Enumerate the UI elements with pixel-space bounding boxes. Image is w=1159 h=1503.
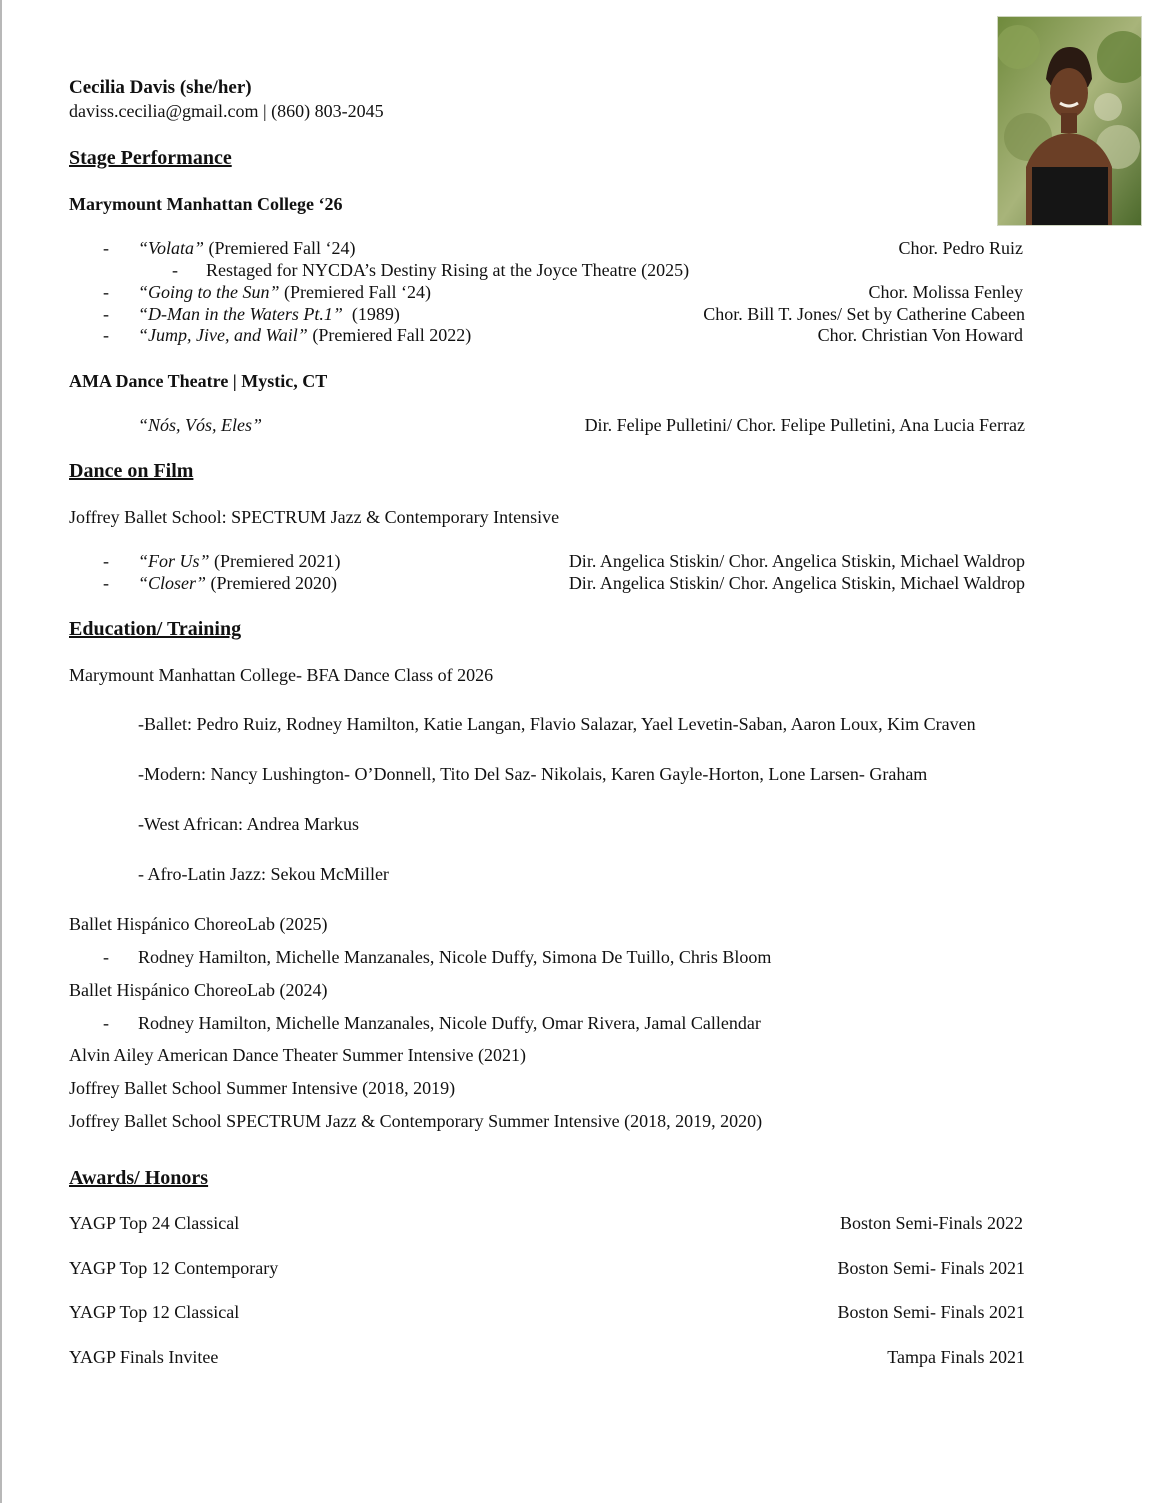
- class-line: -Modern: Nancy Lushington- O’Donnell, Tito Del Saz- Nikolais, Karen Gayle-Horton, Lone Larsen- Graham: [138, 764, 928, 784]
- page-edge: [0, 0, 2, 1503]
- bullet-dash: -: [103, 325, 109, 345]
- ama-title: AMA Dance Theatre | Mystic, CT: [69, 371, 328, 391]
- award-name: YAGP Finals Invitee: [69, 1347, 219, 1367]
- work-title: “Jump, Jive, and Wail”: [138, 325, 308, 345]
- bullet-dash: -: [103, 238, 109, 258]
- film-org: Joffrey Ballet School: SPECTRUM Jazz & Contemporary Intensive: [69, 507, 560, 527]
- training-program: Ballet Hispánico ChoreoLab (2024): [69, 980, 328, 1000]
- work-credit: Dir. Felipe Pulletini/ Chor. Felipe Pulletini, Ana Lucia Ferraz: [584, 415, 1025, 435]
- award-name: YAGP Top 12 Contemporary: [69, 1258, 279, 1278]
- mmc-title: Marymount Manhattan College ‘26: [69, 194, 343, 214]
- headshot-photo: [997, 16, 1142, 226]
- work-credit: Chor. Pedro Ruiz: [898, 238, 1023, 258]
- bullet-dash: -: [103, 551, 109, 571]
- work-entry: [138, 281, 431, 303]
- class-line: - Afro-Latin Jazz: Sekou McMiller: [138, 864, 389, 884]
- film-credit: Dir. Angelica Stiskin/ Chor. Angelica Stiskin, Michael Waldrop: [568, 573, 1025, 593]
- film-entry: [138, 572, 337, 594]
- film-note: (Premiered 2021): [214, 551, 341, 571]
- bullet-dash: -: [172, 260, 178, 280]
- work-credit: Chor. Christian Von Howard: [817, 325, 1023, 345]
- training-faculty: Rodney Hamilton, Michelle Manzanales, Nicole Duffy, Omar Rivera, Jamal Callendar: [138, 1013, 761, 1033]
- work-title: “Volata”: [138, 238, 205, 258]
- training-program: Joffrey Ballet School SPECTRUM Jazz & Contemporary Summer Intensive (2018, 2019, 2020): [69, 1111, 763, 1131]
- bullet-dash: -: [103, 947, 109, 967]
- class-line: -Ballet: Pedro Ruiz, Rodney Hamilton, Katie Langan, Flavio Salazar, Yael Levetin-Saban, Aaron Loux, Kim Craven: [138, 714, 976, 734]
- work-note: (1989): [351, 304, 400, 324]
- award-name: YAGP Top 24 Classical: [69, 1213, 240, 1233]
- section-heading-film: Dance on Film: [69, 460, 194, 482]
- headshot-illustration: [998, 17, 1141, 225]
- award-event: Boston Semi- Finals 2021: [837, 1302, 1025, 1322]
- section-heading-education: Education/ Training: [69, 618, 242, 640]
- film-credit: Dir. Angelica Stiskin/ Chor. Angelica Stiskin, Michael Waldrop: [568, 551, 1025, 571]
- resume-name: Cecilia Davis (she/her): [69, 77, 252, 98]
- work-entry: [138, 324, 471, 346]
- work-title: “Nós, Vós, Eles”: [138, 415, 263, 435]
- bullet-dash: -: [103, 304, 109, 324]
- work-note: (Premiered Fall ‘24): [284, 282, 431, 302]
- award-event: Tampa Finals 2021: [887, 1347, 1025, 1367]
- bullet-dash: -: [103, 282, 109, 302]
- film-title: “Closer”: [138, 573, 207, 593]
- film-entry: [138, 550, 341, 572]
- work-title: “D-Man in the Waters Pt.1”: [138, 304, 343, 324]
- education-school: Marymount Manhattan College- BFA Dance Class of 2026: [69, 665, 494, 685]
- training-faculty: Rodney Hamilton, Michelle Manzanales, Nicole Duffy, Simona De Tuillo, Chris Bloom: [138, 947, 772, 967]
- section-heading-awards: Awards/ Honors: [69, 1167, 209, 1189]
- work-note: (Premiered Fall ‘24): [208, 238, 356, 258]
- restaged-note: Restaged for NYCDA’s Destiny Rising at the Joyce Theatre (2025): [206, 260, 690, 280]
- section-heading-stage: Stage Performance: [69, 147, 232, 169]
- work-credit: Chor. Molissa Fenley: [868, 282, 1023, 302]
- class-line: -West African: Andrea Markus: [138, 814, 359, 834]
- work-title: “Going to the Sun”: [138, 282, 280, 302]
- bullet-dash: -: [103, 1013, 109, 1033]
- award-event: Boston Semi- Finals 2021: [837, 1258, 1025, 1278]
- contact-info: daviss.cecilia@gmail.com | (860) 803-2045: [69, 101, 384, 121]
- training-program: Alvin Ailey American Dance Theater Summer Intensive (2021): [69, 1045, 527, 1065]
- bullet-dash: -: [103, 573, 109, 593]
- work-credit: Chor. Bill T. Jones/ Set by Catherine Cabeen: [703, 304, 1025, 324]
- film-note: (Premiered 2020): [210, 573, 337, 593]
- training-program: Joffrey Ballet School Summer Intensive (2018, 2019): [69, 1078, 456, 1098]
- film-title: “For Us”: [138, 551, 210, 571]
- work-entry: [138, 303, 400, 325]
- award-name: YAGP Top 12 Classical: [69, 1302, 240, 1322]
- work-entry: [138, 237, 355, 259]
- training-program: Ballet Hispánico ChoreoLab (2025): [69, 914, 328, 934]
- award-event: Boston Semi-Finals 2022: [839, 1213, 1023, 1233]
- work-note: (Premiered Fall 2022): [312, 325, 472, 345]
